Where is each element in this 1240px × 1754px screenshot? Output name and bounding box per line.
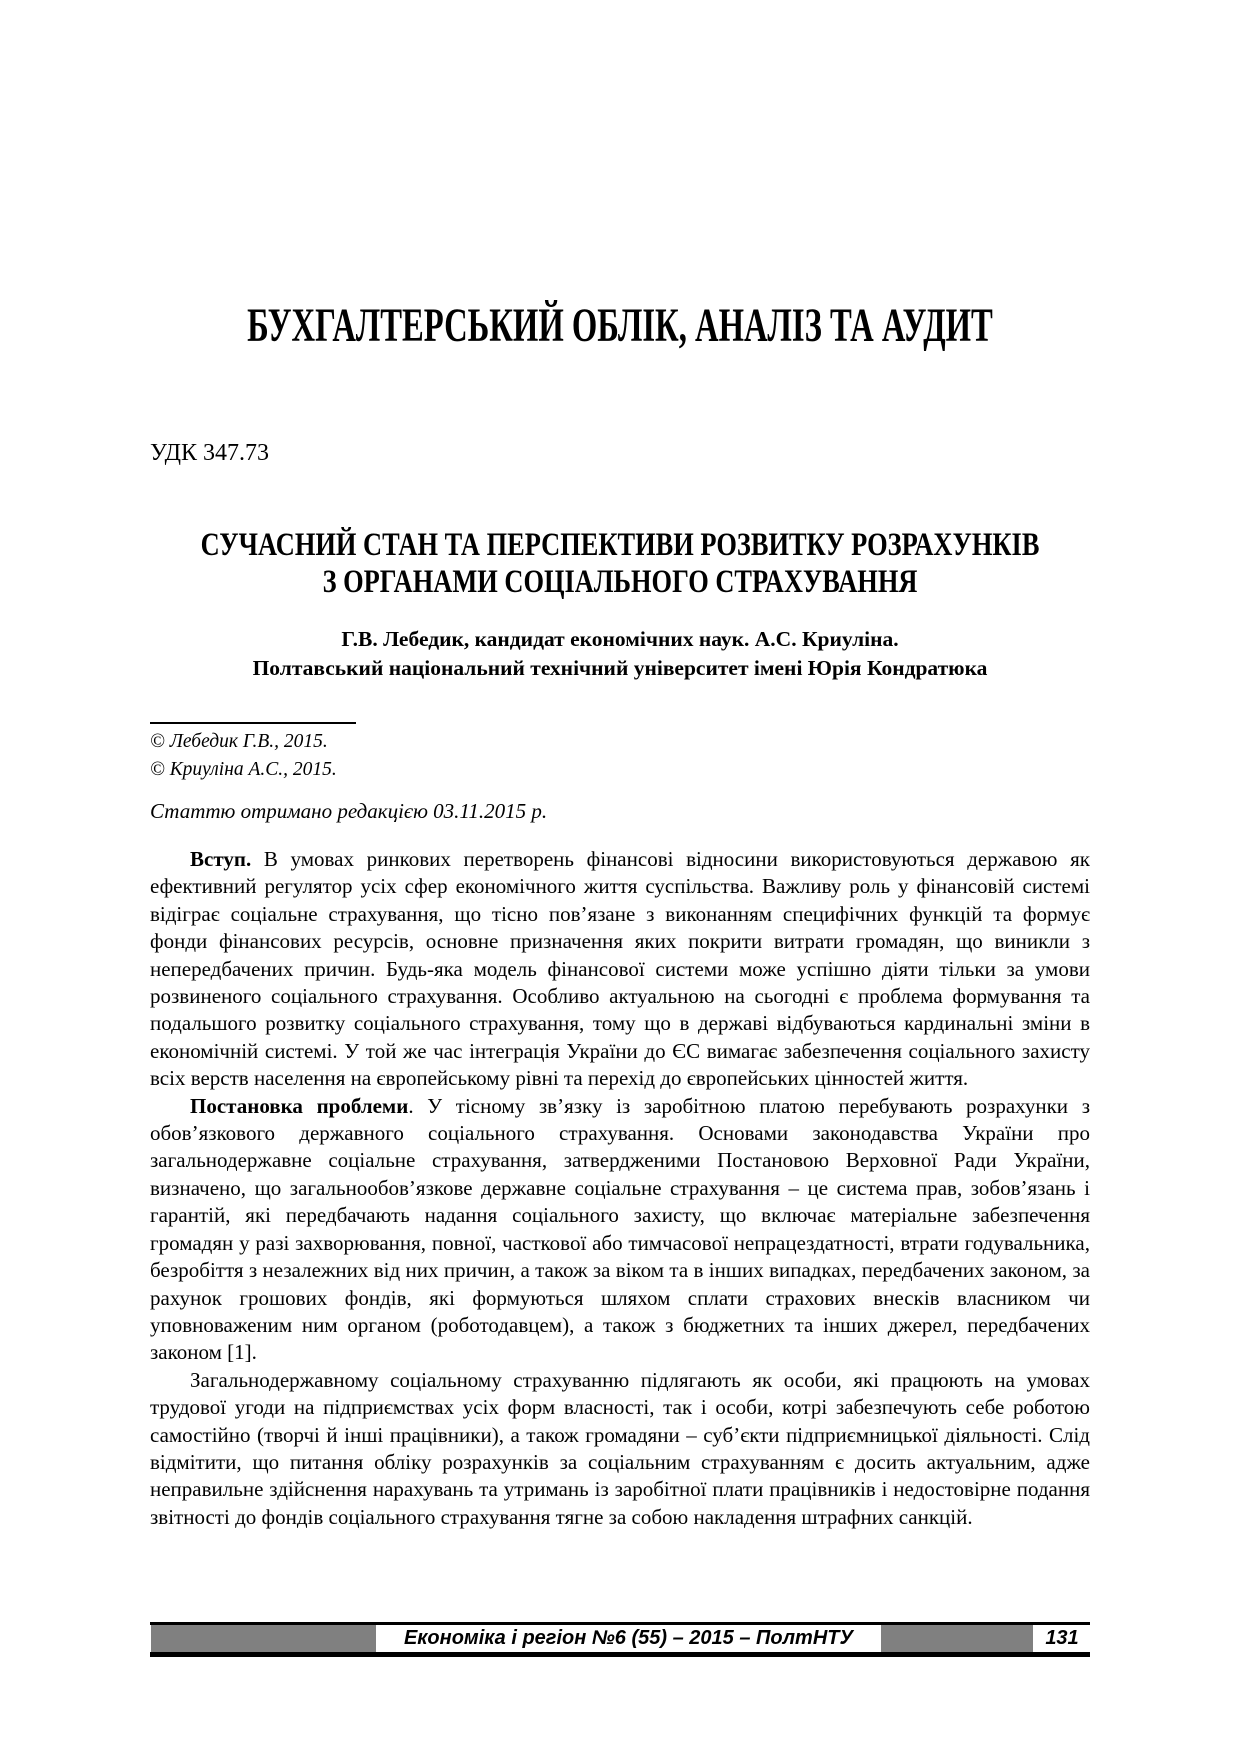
footnote-divider: [150, 722, 356, 724]
authors-affiliation: Полтавський національний технічний університет імені Юрія Кондратюка: [252, 656, 988, 680]
received-note: Статтю отримано редакцією 03.11.2015 р.: [150, 799, 548, 823]
authors-block: [150, 625, 1090, 683]
page-footer: [150, 1622, 1090, 1657]
copyright-line: © Криуліна А.С., 2015.: [150, 759, 337, 780]
paragraph-body: [150, 1367, 1090, 1531]
footer-left-bar: [150, 1625, 377, 1652]
article-title-line-1: СУЧАСНИЙ СТАН ТА ПЕРСПЕКТИВИ РОЗВИТКУ РОЗРАХУНКІВ: [200, 527, 1040, 563]
paragraph-text: . У тісному зв’язку із заробітною платою перебувають розрахунки з обов’язкового державного соціального страхування. Основами законодавства України про загальнодержавне соціальне страхування, затвердженими Постановою Верховної Ради України, визначено, що загальнообов’язкове державне соціальне страхування – це система прав, зобов’язань і гарантій, які передбачають надання соціального захисту, що включає матеріальне забезпечення громадян у разі захворювання, повної, часткової або тимчасової непрацездатності, втрати годувальника, безробіття з незалежних від них причин, а також за віком та в інших випадках, передбачених законом, за рахунок грошових фондів, які формуються шляхом сплати страхових внесків власником чи уповноваженим ним органом (роботодавцем), а також з бюджетних та інших джерел, передбачених законом [1].: [150, 1093, 1090, 1365]
authors-names: Г.В. Лебедик, кандидат економічних наук. А.С. Криуліна.: [341, 627, 899, 651]
paragraph-introduction: [150, 846, 1090, 1093]
paragraph-lead: Вступ.: [190, 847, 252, 871]
paragraph-text: Загальнодержавному соціальному страхуванню підлягають як особи, які працюють на умовах трудової угоди на підприємствах усіх форм власності, так і особи, котрі забезпечують себе роботою самостійно (творчі й інші працівники), а також громадяни – суб’єкти підприємницької діяльності. Слід відмітити, що питання обліку розрахунків за соціальним страхуванням є досить актуальним, адже неправильне здійснення нарахувань та утримань із заробітної плати працівників і недостовірне подання звітності до фондів соціального страхування тягне за собою накладення штрафних санкцій.: [150, 1367, 1090, 1529]
section-heading: БУХГАЛТЕРСЬКИЙ ОБЛІК, АНАЛІЗ ТА АУДИТ: [247, 299, 993, 352]
journal-title: Економіка і регіон №6 (55) – 2015 – ПолтНТУ: [403, 1627, 854, 1649]
article-title: [124, 527, 1116, 601]
page-number: 131: [1045, 1627, 1079, 1649]
article-title-line-2: З ОРГАНАМИ СОЦІАЛЬНОГО СТРАХУВАННЯ: [322, 564, 918, 600]
copyright-line: © Лебедик Г.В., 2015.: [150, 731, 328, 752]
article-body: [150, 846, 1090, 1531]
copyright-block: [150, 728, 337, 784]
paragraph-text: В умовах ринкових перетворень фінансові відносини використовуються державою як ефективний регулятор усіх сфер економічного життя суспільства. Важливу роль у фінансовій системі відіграє соціальне страхування, що тісно пов’язане з виконанням специфічних функцій та формує фонди фінансових ресурсів, основне призначення яких покрити витрати громадян, що виникли з непередбачених причин. Будь-яка модель фінансової системи може успішно діяти тільки за умови розвиненого соціального страхування. Особливо актуальною на сьогодні є проблема формування та подальшого розвитку соціального страхування, тому що в державі відбуваються кардинальні зміни в економічній системі. У той же час інтеграція України до ЄС вимагає забезпечення соціального захисту всіх верств населення на європейському рівні та перехід до європейських цінностей життя.: [150, 847, 1090, 1091]
paragraph-problem-statement: [150, 1093, 1090, 1367]
udc-code: УДК 347.73: [150, 440, 269, 466]
paragraph-lead: Постановка проблеми: [190, 1093, 409, 1118]
footer-right-bar: [880, 1625, 1034, 1652]
